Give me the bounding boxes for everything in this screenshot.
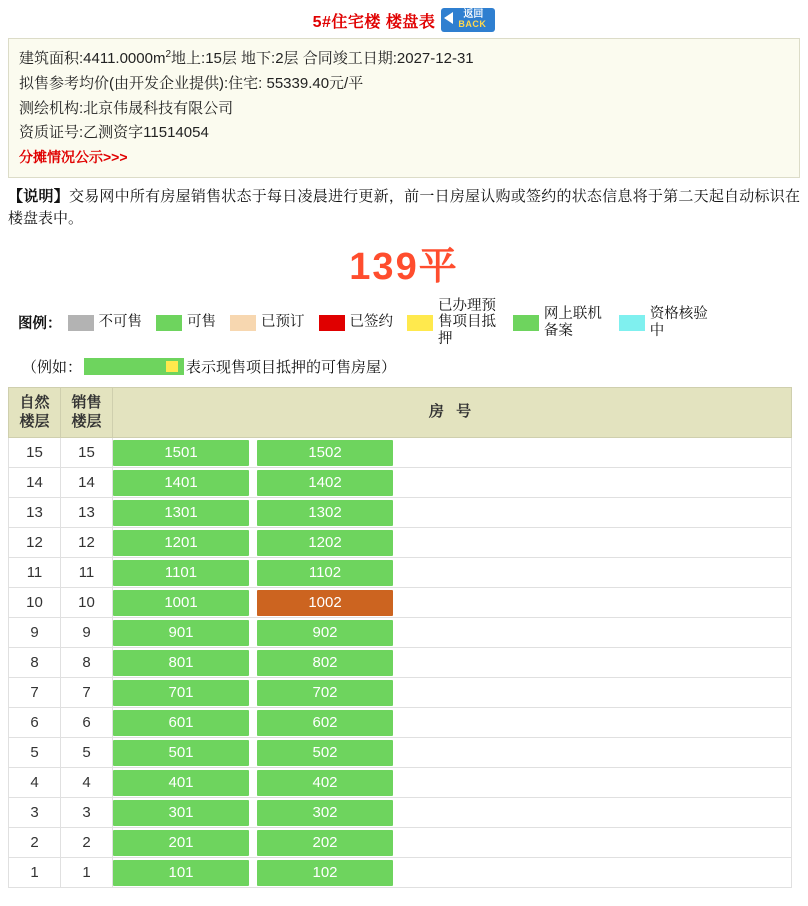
back-button-sublabel: BACK	[458, 19, 487, 29]
room-strip	[113, 710, 791, 736]
sales-floor-cell: 10	[61, 588, 113, 618]
table-row	[9, 528, 792, 558]
natural-floor-cell: 10	[9, 588, 61, 618]
room-strip	[113, 470, 791, 496]
rooms-cell	[113, 708, 792, 738]
explanation-note	[8, 186, 800, 231]
header-natural-floor	[9, 387, 61, 438]
info-line-price: 拟售参考均价(由开发企业提供):住宅: 55339.40元/平	[19, 74, 364, 92]
room-cell[interactable]: 1502	[257, 440, 393, 466]
unit-size-heading: 139平	[349, 245, 459, 288]
room-cell[interactable]: 1102	[257, 560, 393, 586]
rooms-cell	[113, 438, 792, 468]
legend-example-swatch	[84, 358, 184, 375]
rooms-cell	[113, 828, 792, 858]
legend-label-online-filing: 网上联机备案	[543, 306, 602, 339]
room-cell[interactable]: 502	[257, 740, 393, 766]
legend-title: 图例：	[18, 316, 62, 333]
rooms-cell	[113, 618, 792, 648]
table-row	[9, 738, 792, 768]
room-cell[interactable]: 802	[257, 650, 393, 676]
legend-label-signed: 已签约	[349, 314, 393, 331]
room-cell[interactable]: 1302	[257, 500, 393, 526]
rooms-cell	[113, 468, 792, 498]
natural-floor-cell: 14	[9, 468, 61, 498]
legend-item-qualification-check	[619, 306, 711, 339]
legend-swatch-unavailable	[68, 315, 94, 331]
room-cell[interactable]: 701	[113, 680, 249, 706]
room-strip	[113, 860, 791, 886]
header-sales-floor-line2: 楼层	[71, 412, 102, 430]
legend	[0, 298, 808, 348]
room-cell[interactable]: 202	[257, 830, 393, 856]
rooms-cell	[113, 768, 792, 798]
legend-example-prefix: （例如：	[22, 358, 83, 376]
floor-table-header-row	[9, 387, 792, 438]
floor-table	[8, 387, 792, 889]
page-title: 5#住宅楼 楼盘表	[312, 13, 436, 31]
room-cell[interactable]: 1501	[113, 440, 249, 466]
sales-floor-cell: 13	[61, 498, 113, 528]
back-button-label: 返回	[463, 9, 484, 20]
header-natural-floor-line1: 自然	[19, 393, 50, 411]
floor-table-body	[9, 438, 792, 888]
table-row	[9, 798, 792, 828]
legend-swatch-sellable	[156, 315, 182, 331]
natural-floor-cell: 6	[9, 708, 61, 738]
table-row	[9, 498, 792, 528]
room-strip	[113, 740, 791, 766]
legend-label-reserved: 已预订	[261, 314, 305, 331]
room-strip	[113, 680, 791, 706]
table-row	[9, 768, 792, 798]
rooms-cell	[113, 678, 792, 708]
back-button[interactable]	[441, 8, 495, 32]
sales-floor-cell: 15	[61, 438, 113, 468]
header-room-number: 房 号	[113, 387, 792, 438]
legend-swatch-signed	[319, 315, 345, 331]
share-disclosure-link[interactable]	[19, 146, 789, 171]
legend-example-row	[0, 348, 808, 383]
legend-item-mortgaged	[407, 298, 499, 348]
rooms-cell	[113, 528, 792, 558]
table-row	[9, 618, 792, 648]
rooms-cell	[113, 648, 792, 678]
room-strip	[113, 620, 791, 646]
room-cell[interactable]: 602	[257, 710, 393, 736]
header-sales-floor-line1: 销售	[71, 393, 102, 411]
room-cell[interactable]: 901	[113, 620, 249, 646]
natural-floor-cell: 2	[9, 828, 61, 858]
sales-floor-cell: 12	[61, 528, 113, 558]
info-line-license: 资质证号:乙测资字11514054	[19, 124, 209, 142]
legend-example-suffix: 表示现售项目抵押的可售房屋）	[186, 358, 397, 376]
table-row	[9, 708, 792, 738]
room-cell[interactable]: 201	[113, 830, 249, 856]
sales-floor-cell: 2	[61, 828, 113, 858]
room-cell[interactable]: 1002	[257, 590, 393, 616]
sales-floor-cell: 5	[61, 738, 113, 768]
legend-item-reserved	[230, 314, 305, 331]
legend-label-mortgaged: 已办理预售项目抵押	[438, 297, 496, 348]
table-row	[9, 558, 792, 588]
room-cell[interactable]: 801	[113, 650, 249, 676]
natural-floor-cell: 8	[9, 648, 61, 678]
legend-swatch-reserved	[230, 315, 256, 331]
rooms-cell	[113, 738, 792, 768]
room-cell[interactable]: 101	[113, 860, 249, 886]
legend-item-sellable	[156, 314, 216, 331]
building-area-text: 建筑面积:4411.0000m	[19, 50, 166, 67]
info-line-area	[19, 47, 789, 72]
table-row	[9, 828, 792, 858]
share-disclosure-link-text: 分摊情况公示>>>	[19, 149, 128, 165]
sales-floor-cell: 1	[61, 858, 113, 888]
room-cell[interactable]: 401	[113, 770, 249, 796]
room-strip	[113, 440, 791, 466]
table-row	[9, 468, 792, 498]
legend-label-unavailable: 不可售	[98, 314, 142, 331]
legend-item-online-filing	[513, 306, 605, 339]
rooms-cell	[113, 798, 792, 828]
natural-floor-cell: 5	[9, 738, 61, 768]
room-strip	[113, 590, 791, 616]
natural-floor-cell: 7	[9, 678, 61, 708]
room-strip	[113, 800, 791, 826]
room-cell[interactable]: 1301	[113, 500, 249, 526]
room-cell[interactable]: 301	[113, 800, 249, 826]
table-row	[9, 858, 792, 888]
sales-floor-cell: 4	[61, 768, 113, 798]
legend-swatch-online-filing	[513, 315, 539, 331]
rooms-cell	[113, 858, 792, 888]
room-cell[interactable]: 501	[113, 740, 249, 766]
rooms-cell	[113, 498, 792, 528]
header-sales-floor	[61, 387, 113, 438]
room-strip	[113, 770, 791, 796]
rooms-cell	[113, 588, 792, 618]
legend-swatch-qualification-check	[619, 315, 645, 331]
room-strip	[113, 830, 791, 856]
room-cell[interactable]: 1401	[113, 470, 249, 496]
legend-label-sellable: 可售	[187, 314, 216, 331]
header-natural-floor-line2: 楼层	[19, 412, 50, 430]
sales-floor-cell: 14	[61, 468, 113, 498]
room-cell[interactable]: 1402	[257, 470, 393, 496]
room-strip	[113, 560, 791, 586]
table-row	[9, 438, 792, 468]
room-cell[interactable]: 601	[113, 710, 249, 736]
sales-floor-cell: 11	[61, 558, 113, 588]
legend-label-qualification-check: 资格核验中	[649, 306, 708, 339]
back-arrow-icon	[444, 12, 453, 24]
room-cell[interactable]: 1001	[113, 590, 249, 616]
room-cell[interactable]: 1202	[257, 530, 393, 556]
room-cell[interactable]: 402	[257, 770, 393, 796]
explanation-note-prefix: 【说明】	[8, 187, 69, 205]
room-cell[interactable]: 1201	[113, 530, 249, 556]
room-strip	[113, 500, 791, 526]
table-row	[9, 588, 792, 618]
explanation-note-text: 交易网中所有房屋销售状态于每日凌晨进行更新，前一日房屋认购或签约的状态信息将于第二天起自动标识在楼盘表中。	[8, 187, 800, 228]
sales-floor-cell: 8	[61, 648, 113, 678]
natural-floor-cell: 12	[9, 528, 61, 558]
legend-swatch-mortgaged	[407, 315, 433, 331]
sales-floor-cell: 3	[61, 798, 113, 828]
natural-floor-cell: 3	[9, 798, 61, 828]
rooms-cell	[113, 558, 792, 588]
room-cell[interactable]: 302	[257, 800, 393, 826]
page-title-bar	[0, 0, 808, 38]
natural-floor-cell: 9	[9, 618, 61, 648]
natural-floor-cell: 1	[9, 858, 61, 888]
natural-floor-cell: 13	[9, 498, 61, 528]
sales-floor-cell: 9	[61, 618, 113, 648]
room-cell[interactable]: 702	[257, 680, 393, 706]
area-unit-superscript: 2	[165, 49, 172, 60]
floors-and-completion-text: 地上:15层 地下:2层 合同竣工日期:2027-12-31	[171, 50, 474, 67]
table-row	[9, 678, 792, 708]
legend-item-signed	[319, 314, 394, 331]
sales-floor-cell: 7	[61, 678, 113, 708]
room-cell[interactable]: 902	[257, 620, 393, 646]
natural-floor-cell: 11	[9, 558, 61, 588]
table-row	[9, 648, 792, 678]
natural-floor-cell: 15	[9, 438, 61, 468]
info-line-survey-org: 测绘机构:北京伟晟科技有限公司	[19, 99, 234, 117]
room-strip	[113, 530, 791, 556]
natural-floor-cell: 4	[9, 768, 61, 798]
project-info-box	[8, 38, 800, 178]
sales-floor-cell: 6	[61, 708, 113, 738]
legend-item-unavailable	[68, 314, 143, 331]
floor-table-head	[9, 387, 792, 438]
room-cell[interactable]: 102	[257, 860, 393, 886]
room-cell[interactable]: 1101	[113, 560, 249, 586]
room-strip	[113, 650, 791, 676]
